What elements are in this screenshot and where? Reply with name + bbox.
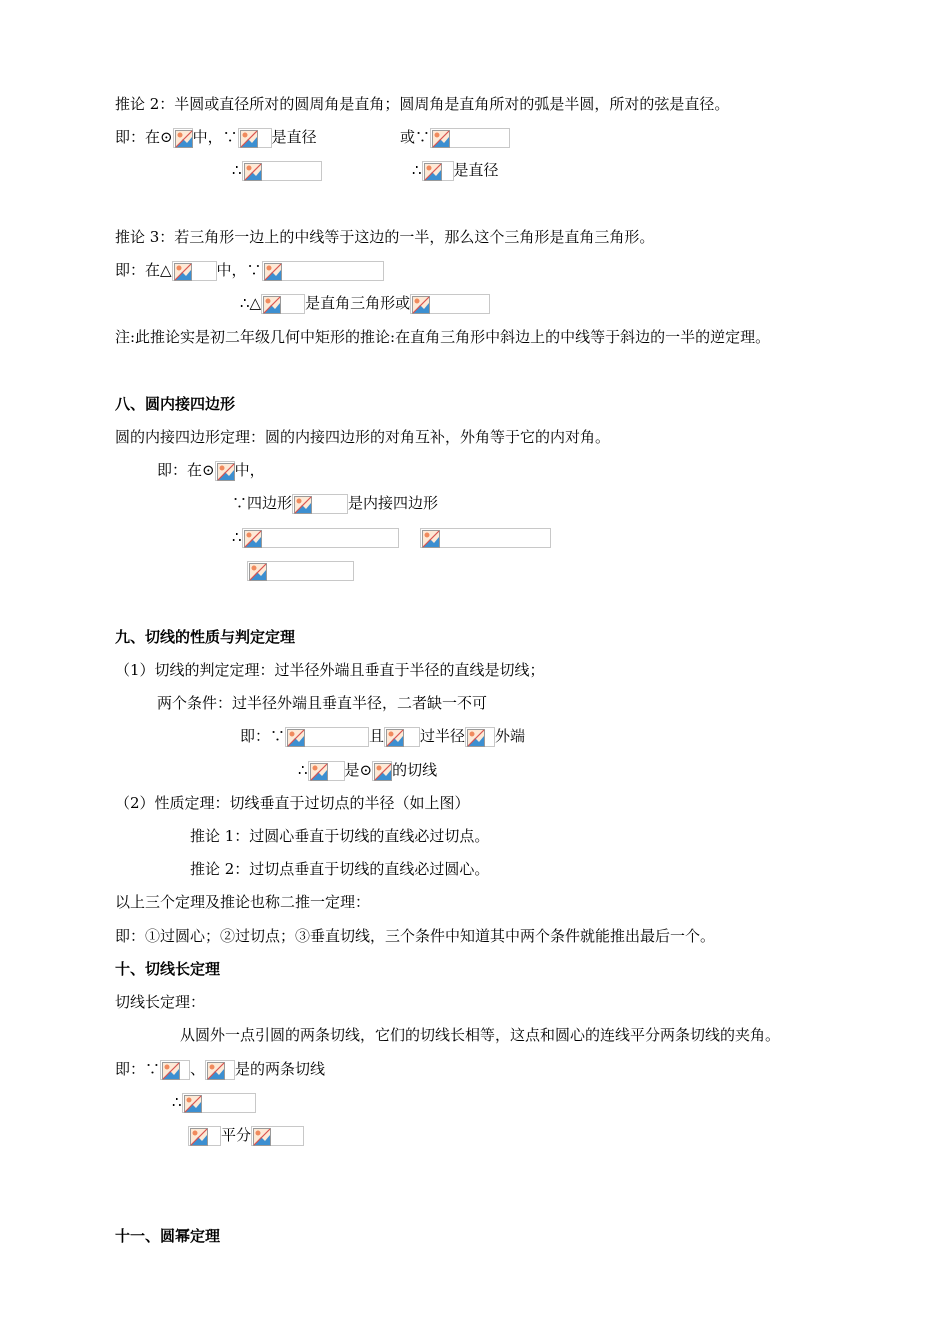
corollary-2-line-2b: ∴ 是直径 [412,161,499,179]
section-8-heading: 八、圆内接四边形 [115,395,236,413]
formula-image-icon [308,761,345,781]
section-9-corollary-1: 推论 1：过圆心垂直于切线的直线必过切点。 [190,827,490,845]
corollary-2-line-1: 即：在⊙ 中，∵ 是直径 [115,128,317,146]
corollary-2: 推论 2：半圆或直径所对的圆周角是直角；圆周角是直角所对的弧是半圆，所对的弦是直径。 [115,95,730,113]
section-8-line-2: ∵四边形 是内接四边形 [232,494,439,512]
formula-image-icon [384,727,420,747]
section-8-line-3: ∴ [232,527,399,548]
corollary-2-line-1b: 或∵ [400,127,510,148]
formula-image-icon [242,528,399,548]
section-10-line-2: ∴ [172,1092,256,1113]
section-9-line-2: ∴ 是⊙ 的切线 [298,761,438,779]
formula-image-icon [430,128,510,148]
formula-image-icon [188,1126,221,1146]
formula-image-icon [465,727,495,747]
formula-image-icon [420,528,551,548]
section-10-p2: 从圆外一点引圆的两条切线，它们的切线长相等，这点和圆心的连线平分两条切线的夹角。 [180,1026,781,1044]
formula-image-icon [242,161,322,181]
section-10-line-3: 平分 [188,1125,304,1146]
formula-image-icon [160,1060,190,1080]
formula-image-icon [292,494,348,514]
section-9-p1: （1）切线的判定定理：过半径外端且垂直于半径的直线是切线； [115,661,545,679]
formula-image-icon [182,1093,256,1113]
section-10-heading: 十、切线长定理 [115,960,221,978]
formula-image-icon [372,761,392,781]
formula-image-icon [215,461,235,481]
formula-image-icon [285,727,369,747]
formula-image-icon [172,261,217,281]
section-9-line-1: 即：∵ 且 过半径 外端 [240,727,526,745]
section-9-p4: 以上三个定理及推论也称二推一定理： [115,893,371,911]
formula-image-icon [251,1126,304,1146]
formula-image-icon [238,128,272,148]
section-8-line-4 [247,560,354,581]
section-8-line-3b [420,527,551,548]
section-9-corollary-2: 推论 2：过切点垂直于切线的直线必过圆心。 [190,860,490,878]
section-11-heading: 十一、圆幂定理 [115,1227,221,1245]
section-10-p1: 切线长定理： [115,993,206,1011]
corollary-3-line-1: 即：在△ 中，∵ [115,260,384,281]
section-8-line-1: 即：在⊙ 中， [157,461,265,479]
section-10-line-1: 即：∵ 、 是的两条切线 [115,1060,326,1078]
formula-image-icon [261,294,305,314]
formula-image-icon [173,128,193,148]
corollary-2-line-2: ∴ [232,160,322,181]
formula-image-icon [247,561,354,581]
formula-image-icon [262,261,384,281]
section-9-p5: 即：①过圆心；②过切点；③垂直切线，三个条件中知道其中两个条件就能推出最后一个。 [115,927,716,945]
formula-image-icon [205,1060,235,1080]
corollary-3: 推论 3：若三角形一边上的中线等于这边的一半，那么这个三角形是直角三角形。 [115,228,655,246]
section-9-heading: 九、切线的性质与判定定理 [115,628,296,646]
section-8-theorem: 圆的内接四边形定理：圆的内接四边形的对角互补，外角等于它的内对角。 [115,428,611,446]
note: 注:此推论实是初二年级几何中矩形的推论:在直角三角形中斜边上的中线等于斜边的一半的逆定理。 [115,328,771,346]
formula-image-icon [422,161,454,181]
section-9-p2: 两个条件：过半径外端且垂直半径，二者缺一不可 [157,694,488,712]
corollary-3-line-2: ∴△ 是直角三角形或 [240,293,490,314]
formula-image-icon [410,294,490,314]
section-9-p3: （2）性质定理：切线垂直于过切点的半径（如上图） [115,794,470,812]
